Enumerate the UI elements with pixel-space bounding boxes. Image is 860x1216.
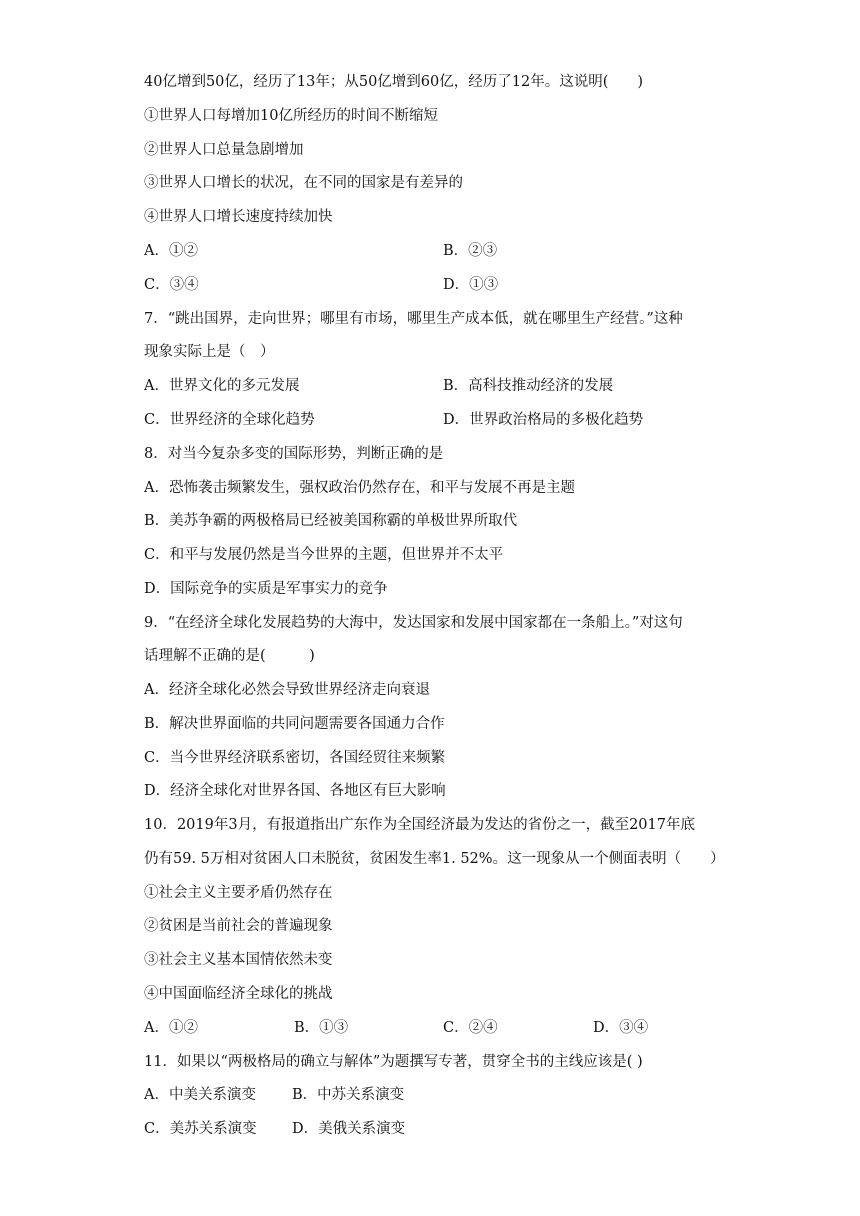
question-8-stem: 8．对当今复杂多变的国际形势，判断正确的是 [144,446,444,462]
question-10-item-3: ③社会主义基本国情依然未变 [144,952,333,968]
question-9-option-c: C．当今世界经济联系密切，各国经贸往来频繁 [144,750,446,766]
question-9-option-d: D．经济全球化对世界各国、各地区有巨大影响 [144,783,446,799]
question-6-item-1: ①世界人口每增加10亿所经历的时间不断缩短 [144,108,438,124]
question-7-option-d: D．世界政治格局的多极化趋势 [443,412,644,428]
question-7-option-c: C．世界经济的全球化趋势 [144,412,315,428]
question-9-option-b: B．解决世界面临的共同问题需要各国通力合作 [144,716,445,732]
question-10-stem-line-2: 仍有59. 5万相对贫困人口未脱贫，贫困发生率1. 52%。这一现象从一个侧面表明（ ） [144,851,725,867]
question-9-option-a: A．经济全球化必然会导致世界经济走向衰退 [144,682,430,698]
question-8-option-a: A．恐怖袭击频繁发生，强权政治仍然存在，和平与发展不再是主题 [144,480,575,496]
question-11-option-b: B．中苏关系演变 [292,1087,405,1103]
question-10-item-1: ①社会主义主要矛盾仍然存在 [144,885,333,901]
question-6-item-4: ④世界人口增长速度持续加快 [144,209,333,225]
question-6-item-2: ②世界人口总量急剧增加 [144,142,304,158]
question-10-option-d: D．③④ [593,1020,649,1036]
question-11-option-d: D．美俄关系演变 [292,1121,406,1137]
question-10-option-a: A．①② [144,1020,198,1036]
question-11-option-c: C．美苏关系演变 [144,1121,257,1137]
question-7-stem-line-2: 现象实际上是（ ） [144,344,275,360]
question-6-option-d: D．①③ [443,277,499,293]
question-10-item-4: ④中国面临经济全球化的挑战 [144,986,333,1002]
question-6-option-a: A．①② [144,243,198,259]
question-8-option-b: B．美苏争霸的两极格局已经被美国称霸的单极世界所取代 [144,513,518,529]
question-11-option-a: A．中美关系演变 [144,1087,256,1103]
question-6-stem: 40亿增到50亿，经历了13年；从50亿增到60亿，经历了12年。这说明( ) [144,74,644,90]
question-10-option-c: C．②④ [443,1020,498,1036]
question-10-option-b: B．①③ [294,1020,349,1036]
question-8-option-c: C．和平与发展仍然是当今世界的主题，但世界并不太平 [144,547,504,563]
question-11-stem: 11．如果以“两极格局的确立与解体”为题撰写专著，贯穿全书的主线应该是( ) [144,1054,643,1070]
question-10-stem-line-1: 10．2019年3月，有报道指出广东作为全国经济最为发达的省份之一，截至2017年底 [144,817,695,833]
question-6-item-3: ③世界人口增长的状况，在不同的国家是有差异的 [144,175,463,191]
question-7-option-a: A．世界文化的多元发展 [144,378,300,394]
question-8-option-d: D．国际竞争的实质是军事实力的竞争 [144,581,388,597]
question-6-option-b: B．②③ [443,243,498,259]
question-7-stem-line-1: 7．“跳出国界，走向世界；哪里有市场，哪里生产成本低，就在哪里生产经营。”这种 [144,311,683,327]
question-10-item-2: ②贫困是当前社会的普遍现象 [144,918,333,934]
question-9-stem-line-1: 9．“在经济全球化发展趋势的大海中，发达国家和发展中国家都在一条船上。”对这句 [144,615,683,631]
question-6-option-c: C．③④ [144,277,199,293]
question-9-stem-line-2: 话理解不正确的是( ) [144,648,315,664]
question-7-option-b: B．高科技推动经济的发展 [443,378,614,394]
